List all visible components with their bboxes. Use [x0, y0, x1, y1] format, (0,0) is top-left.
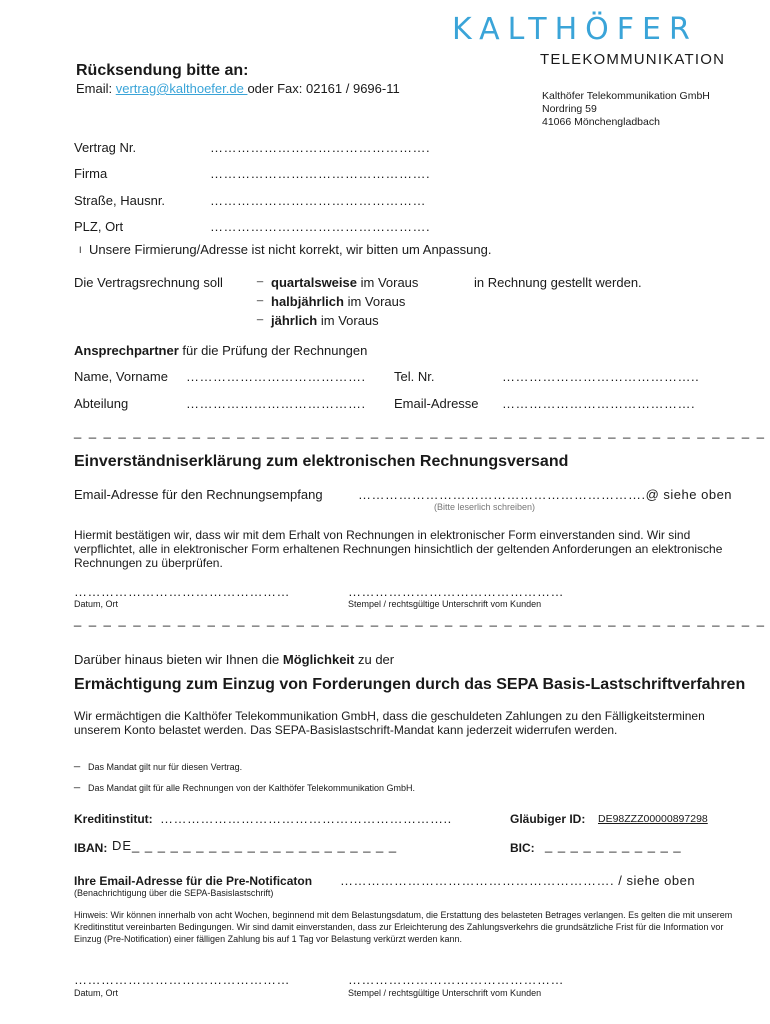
contact-dept-input[interactable]: …………………………………. [186, 396, 366, 411]
address-line-1: Kalthöfer Telekommunikation GmbH [542, 90, 710, 102]
contact-email-input[interactable]: ……………………………………. [502, 396, 696, 411]
kreditinstitut-input[interactable]: ……………………………………………………….. [160, 811, 452, 826]
einverstaendnis-stamp-label: Stempel / rechtsgültige Unterschrift vom Kunden [348, 599, 542, 609]
prenotification-sub: (Benachrichtigung über die SEPA-Basislastschrift) [74, 888, 274, 898]
prenotification-label: Ihre Email-Adresse für die Pre-Notificaton [74, 874, 313, 888]
cut-line-2: _ _ _ _ _ _ _ _ _ _ _ _ _ _ _ _ _ _ _ _ _ _ _ _ _ _ _ _ _ _ _ _ _ _ _ _ _ _ _ _ _ _ _ _ _ _ _ [74, 612, 766, 627]
company-logo: KALTHÖFER [452, 12, 698, 47]
glaeubiger-label: Gläubiger ID: [510, 812, 586, 826]
einverstaendnis-text: Hiermit bestätigen wir, dass wir mit dem Erhalt von Rechnungen in elektronischer Form einverstanden sind. Wir sind verpflichtet, alle in elektronischer Form erhaltenen Rechnungen hinsichtlich der geltenden Anforderungen an elektronische Rechnungen zu überprüfen. [74, 528, 723, 570]
return-fax: oder Fax: 02161 / 9696-11 [247, 81, 400, 96]
return-email-prefix: Email: [76, 81, 116, 96]
contact-tel-input[interactable]: …………………………………….. [502, 369, 700, 384]
return-contact [76, 81, 400, 96]
field-label-vertrag: Vertrag Nr. [74, 140, 137, 155]
billing-intro: Die Vertragsrechnung soll [74, 275, 223, 290]
sepa-option-all: Das Mandat gilt für alle Rechnungen von der Kalthöfer Telekommunikation GmbH. [88, 783, 416, 793]
billing-option-halbjaehrlich: halbjährlich im Voraus [271, 294, 406, 309]
company-logo-subtitle: TELEKOMMUNIKATION [540, 51, 726, 68]
billing-checkbox-jaehrlich[interactable]: _ [257, 309, 264, 321]
cut-line-1: _ _ _ _ _ _ _ _ _ _ _ _ _ _ _ _ _ _ _ _ _ _ _ _ _ _ _ _ _ _ _ _ _ _ _ _ _ _ _ _ _ _ _ _ _ _ _ [74, 424, 766, 439]
field-label-strasse: Straße, Hausnr. [74, 193, 166, 208]
sepa-date-label: Datum, Ort [74, 988, 119, 998]
sepa-text: Wir ermächtigen die Kalthöfer Telekommunikation GmbH, dass die geschuldeten Zahlungen zu den Fälligkeitsterminen unserem Konto belastet werden. Das SEPA-Basislastschrift-Mandat kann jederzeit widerrufen werden. [74, 709, 705, 737]
field-input-firma[interactable]: …………………………………………. [210, 166, 431, 181]
return-title: Rücksendung bitte an: [76, 62, 249, 79]
return-email-link[interactable]: vertrag@kalthoefer.de [115, 81, 248, 96]
field-label-plz: PLZ, Ort [74, 219, 124, 234]
sepa-hinweis: Hinweis: Wir können innerhalb von acht Wochen, beginnend mit dem Belastungsdatum, die Erstattung des belasteten Betrages verlangen. Es gelten die mit unserem Kreditinstitut vereinbarten Bedingungen. Wir sind damit einverstanden, dass zur Erleichterung des Zahlungsverkehrs die grundsätzliche Frist für die Information vor Einzug (Pre-Notification) einer fälligen Zahlung bis auf 1 Tag vor Belastung verkürzt werden kann. [74, 910, 733, 944]
billing-checkbox-halbjaehrlich[interactable]: _ [257, 290, 264, 302]
sepa-title: Ermächtigung zum Einzug von Forderungen durch das SEPA Basis-Lastschriftverfahren [74, 676, 746, 693]
field-input-strasse[interactable]: ………………………………………… [210, 193, 426, 208]
contact-dept-label: Abteilung [74, 396, 129, 411]
address-line-3: 41066 Mönchengladbach [542, 116, 660, 128]
kreditinstitut-label: Kreditinstitut: [74, 812, 153, 826]
billing-suffix: in Rechnung gestellt werden. [474, 275, 642, 290]
glaeubiger-value: DE98ZZZ00000897298 [598, 813, 708, 825]
correction-text: Unsere Firmierung/Adresse ist nicht korrekt, wir bitten um Anpassung. [89, 242, 492, 257]
einverstaendnis-email-label: Email-Adresse für den Rechnungsempfang [74, 487, 323, 502]
prenotification-input[interactable]: ……………………………………………………. / siehe oben [340, 873, 696, 888]
contact-email-label: Email-Adresse [394, 396, 479, 411]
einverstaendnis-date-label: Datum, Ort [74, 599, 119, 609]
contact-name-label: Name, Vorname [74, 369, 168, 384]
field-input-vertrag[interactable]: …………………………………………. [210, 140, 431, 155]
bic-label: BIC: [510, 841, 535, 855]
contact-tel-label: Tel. Nr. [394, 369, 435, 384]
billing-checkbox-quartalsweise[interactable]: _ [257, 271, 264, 283]
contact-name-input[interactable]: …………………………………. [186, 369, 366, 384]
sepa-checkbox-all[interactable]: _ [74, 777, 81, 789]
contact-title: Ansprechpartner für die Prüfung der Rechnungen [74, 343, 368, 358]
sepa-stamp-label: Stempel / rechtsgültige Unterschrift vom Kunden [348, 988, 542, 998]
einverstaendnis-email-input[interactable]: ……………………………………………………….@ siehe oben [358, 487, 733, 502]
iban-label: IBAN: [74, 841, 108, 855]
sepa-date-line[interactable]: ………………………………………… [74, 972, 290, 987]
sepa-signature-line[interactable]: ………………………………………… [348, 972, 564, 987]
correction-checkbox[interactable]: I [79, 245, 82, 255]
einverstaendnis-date-line[interactable]: ………………………………………… [74, 584, 290, 599]
bic-input[interactable]: _ _ _ _ _ _ _ _ _ _ _ [545, 838, 682, 853]
sepa-intro: Darüber hinaus bieten wir Ihnen die Möglichkeit zu der [74, 652, 395, 667]
sepa-checkbox-contract[interactable]: _ [74, 756, 81, 768]
einverstaendnis-title: Einverständniserklärung zum elektronischen Rechnungsversand [74, 453, 569, 470]
iban-input[interactable]: DE_ _ _ _ _ _ _ _ _ _ _ _ _ _ _ _ _ _ _ _ _ [112, 838, 398, 853]
address-line-2: Nordring 59 [542, 103, 597, 115]
field-label-firma: Firma [74, 166, 108, 181]
field-input-plz[interactable]: …………………………………………. [210, 219, 431, 234]
einverstaendnis-hint: (Bitte leserlich schreiben) [434, 502, 536, 512]
billing-option-quartalsweise: quartalsweise im Voraus [271, 275, 419, 290]
einverstaendnis-signature-line[interactable]: ………………………………………… [348, 584, 564, 599]
billing-option-jaehrlich: jährlich im Voraus [271, 313, 379, 328]
sepa-option-contract: Das Mandat gilt nur für diesen Vertrag. [88, 762, 243, 772]
